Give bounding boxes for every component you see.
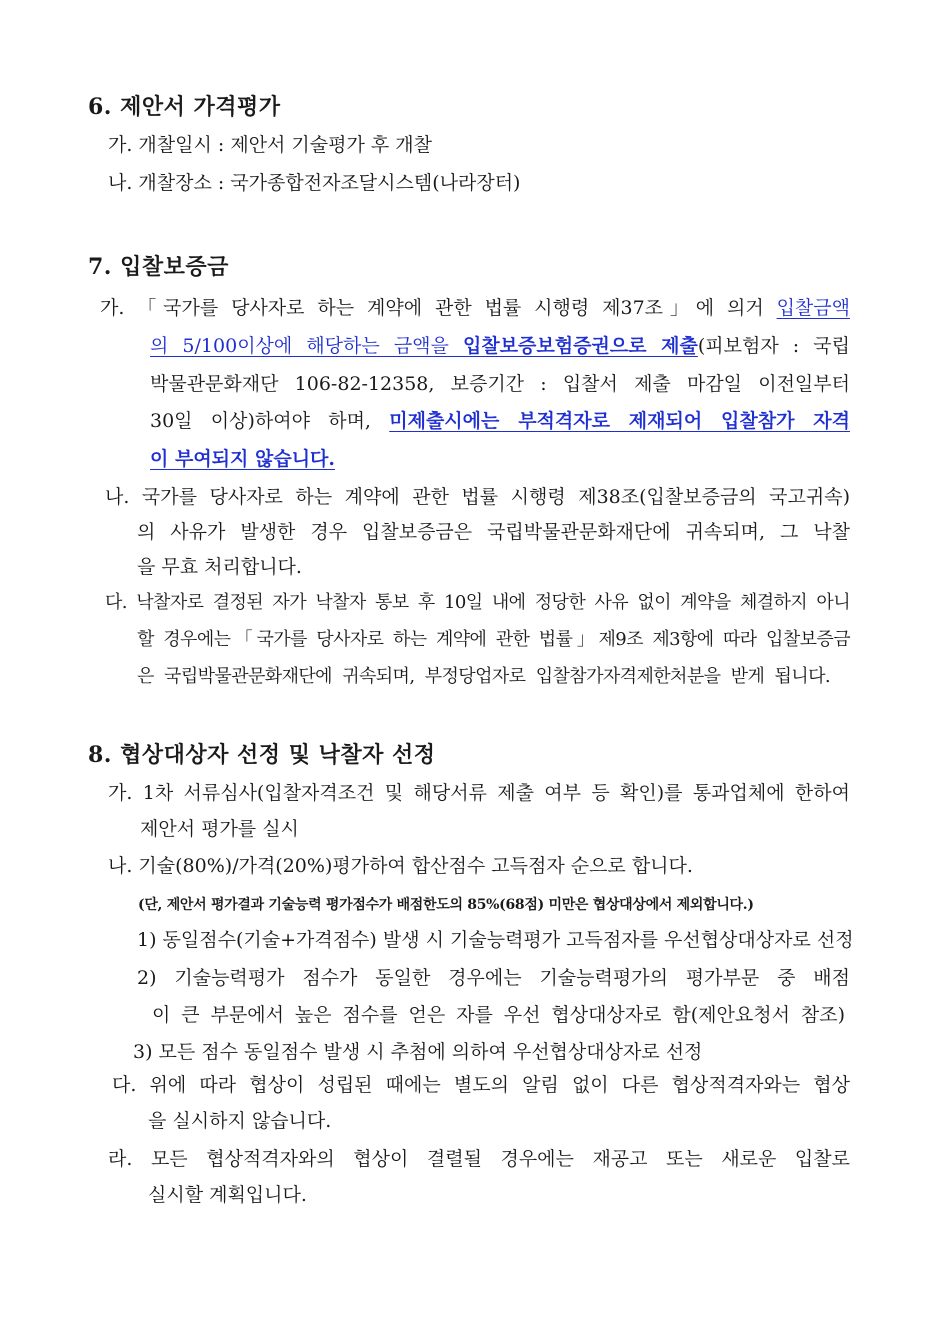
s7-da-line-2: 할 경우에는「국가를 당사자로 하는 계약에 관한 법률」제9조 제3항에 따라 입찰보증금 [137,629,850,650]
s8-da-line-1: 다. 위에 따라 협상이 성립된 때에는 별도의 알림 없이 다른 협상적격자와는 협상 [112,1074,850,1096]
s7-da-line-1: 다. 낙찰자로 결정된 자가 낙찰자 통보 후 10일 내에 정당한 사유 없이 계약을 체결하지 아니 [105,592,850,613]
section-7-title: 7. 입찰보증금 [88,254,229,280]
s7-ga-line-5 [150,446,335,472]
s8-da-line-2: 을 실시하지 않습니다. [148,1110,332,1132]
s7-ga-line-2: 의 5/100이상에 해당하는 금액을 입찰보증보험증권으로 제출(피보험자 : 국립 [150,335,850,357]
s7-ga-highlight-2: 입찰보증보험증권으로 제출 [462,335,698,357]
s7-na-line-3: 을 무효 처리합니다. [137,556,302,578]
s8-item-3: 3) 모든 점수 동일점수 발생 시 추첨에 의하여 우선협상대상자로 선정 [133,1041,703,1063]
s7-ga-line-4: 30일 이상)하여야 하며, 미제출시에는 부적격자로 제재되어 입찰참가 자격 [150,410,850,432]
s7-na-line-2: 의 사유가 발생한 경우 입찰보증금은 국립박물관문화재단에 귀속되며, 그 낙찰 [137,521,850,543]
s7-ga-highlight-4: 이 부여되지 않습니다. [150,448,336,470]
s8-note: (단, 제안서 평가결과 기술능력 평가점수가 배점한도의 85%(68점) 미만은 협상대상에서 제외합니다.) [138,897,754,913]
s8-ra-line-1: 라. 모든 협상적격자와의 협상이 결렬될 경우에는 재공고 또는 새로운 입찰로 [108,1148,850,1170]
s6-item-na: 나. 개찰장소 : 국가종합전자조달시스템(나라장터) [108,172,521,194]
s7-ga-highlight-1: 입찰금액 [776,297,850,319]
s6-item-ga: 가. 개찰일시 : 제안서 기술평가 후 개찰 [108,134,432,156]
s8-ra-line-2: 실시할 계획입니다. [148,1184,307,1206]
s7-ga-line-3: 박물관문화재단 106-82-12358, 보증기간 : 입찰서 제출 마감일 이전일부터 [150,373,850,395]
section-6-title: 6. 제안서 가격평가 [88,94,281,120]
section-8-title: 8. 협상대상자 선정 및 낙찰자 선정 [88,742,436,768]
s7-ga-line-1: 가. 「국가를 당사자로 하는 계약에 관한 법률 시행령 제37조」에 의거 입찰금액 [100,297,850,319]
s8-ga-line-2: 제안서 평가를 실시 [140,818,299,840]
s7-da-line-3: 은 국립박물관문화재단에 귀속되며, 부정당업자로 입찰참가자격제한처분을 받게 됩니다. [137,666,830,687]
s7-ga-highlight-3: 미제출시에는 부적격자로 제재되어 입찰참가 자격 [389,410,850,432]
s8-item-2-line-2: 이 큰 부문에서 높은 점수를 얻은 자를 우선 협상대상자로 함(제안요청서 참조) [152,1004,845,1026]
s8-na: 나. 기술(80%)/가격(20%)평가하여 합산점수 고득점자 순으로 합니다. [108,855,693,877]
s8-ga-line-1: 가. 1차 서류심사(입찰자격조건 및 해당서류 제출 여부 등 확인)를 통과업체에 한하여 [108,782,850,804]
s8-item-1: 1) 동일점수(기술+가격점수) 발생 시 기술능력평가 고득점자를 우선협상대상자로 선정 [137,929,854,951]
s8-item-2-line-1: 2) 기술능력평가 점수가 동일한 경우에는 기술능력평가의 평가부문 중 배점 [137,967,850,989]
s7-na-line-1: 나. 국가를 당사자로 하는 계약에 관한 법률 시행령 제38조(입찰보증금의 국고귀속) [105,486,850,508]
